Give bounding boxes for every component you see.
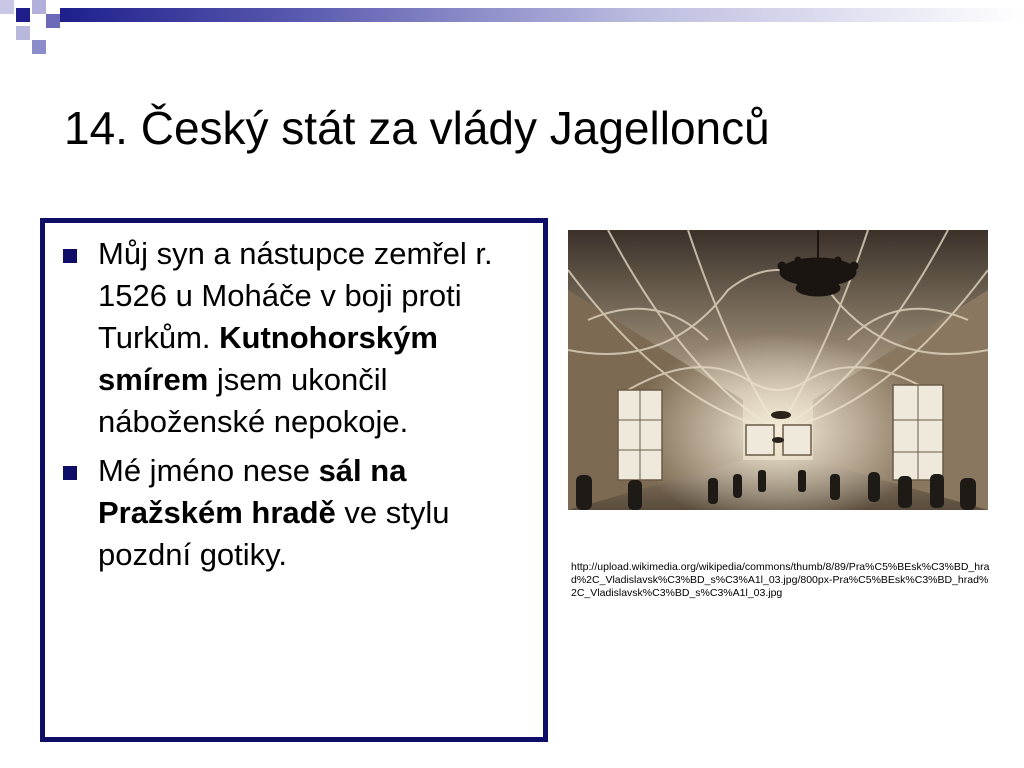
bullet-text: Mé jméno nese	[98, 453, 319, 488]
slide-title: 14. Český stát za vlády Jagellonců	[64, 102, 770, 154]
bullet-item	[55, 233, 535, 443]
header-decoration	[0, 0, 1024, 60]
bullet-text: jsem ukončil náboženské nepokoje.	[98, 362, 409, 439]
deco-square	[0, 0, 14, 14]
bullet-bold-text: Kutnohorským smírem	[98, 320, 438, 397]
bullet-item	[55, 450, 535, 576]
bullet-text: Můj syn a nástupce zemřel r. 1526 u Moháče v boji proti Turkům.	[98, 236, 493, 355]
deco-square	[32, 40, 46, 54]
text-box	[40, 218, 548, 742]
deco-square	[16, 26, 30, 40]
deco-square	[16, 8, 30, 22]
bullet-text: ve stylu pozdní gotiky.	[98, 495, 450, 572]
bullet-bold-text: sál na Pražském hradě	[98, 453, 407, 530]
header-gradient-band	[60, 8, 1024, 22]
bullet-list	[55, 233, 535, 583]
deco-square	[32, 0, 46, 14]
hall-photo	[568, 230, 988, 510]
image-source-url: http://upload.wikimedia.org/wikipedia/commons/thumb/8/89/Pra%C5%BEsk%C3%BD_hrad%2C_Vladislavsk%C3%BD_s%C3%A1l_03.jpg/800px-Pra%C5%BEsk%C3%BD_hrad%2C_Vladislavsk%C3%BD_s%C3%A1l_03.jpg	[571, 561, 990, 599]
deco-square	[46, 14, 60, 28]
bullet-square-icon	[63, 466, 77, 480]
bullet-square-icon	[63, 249, 77, 263]
vladislav-hall-image	[568, 230, 988, 510]
